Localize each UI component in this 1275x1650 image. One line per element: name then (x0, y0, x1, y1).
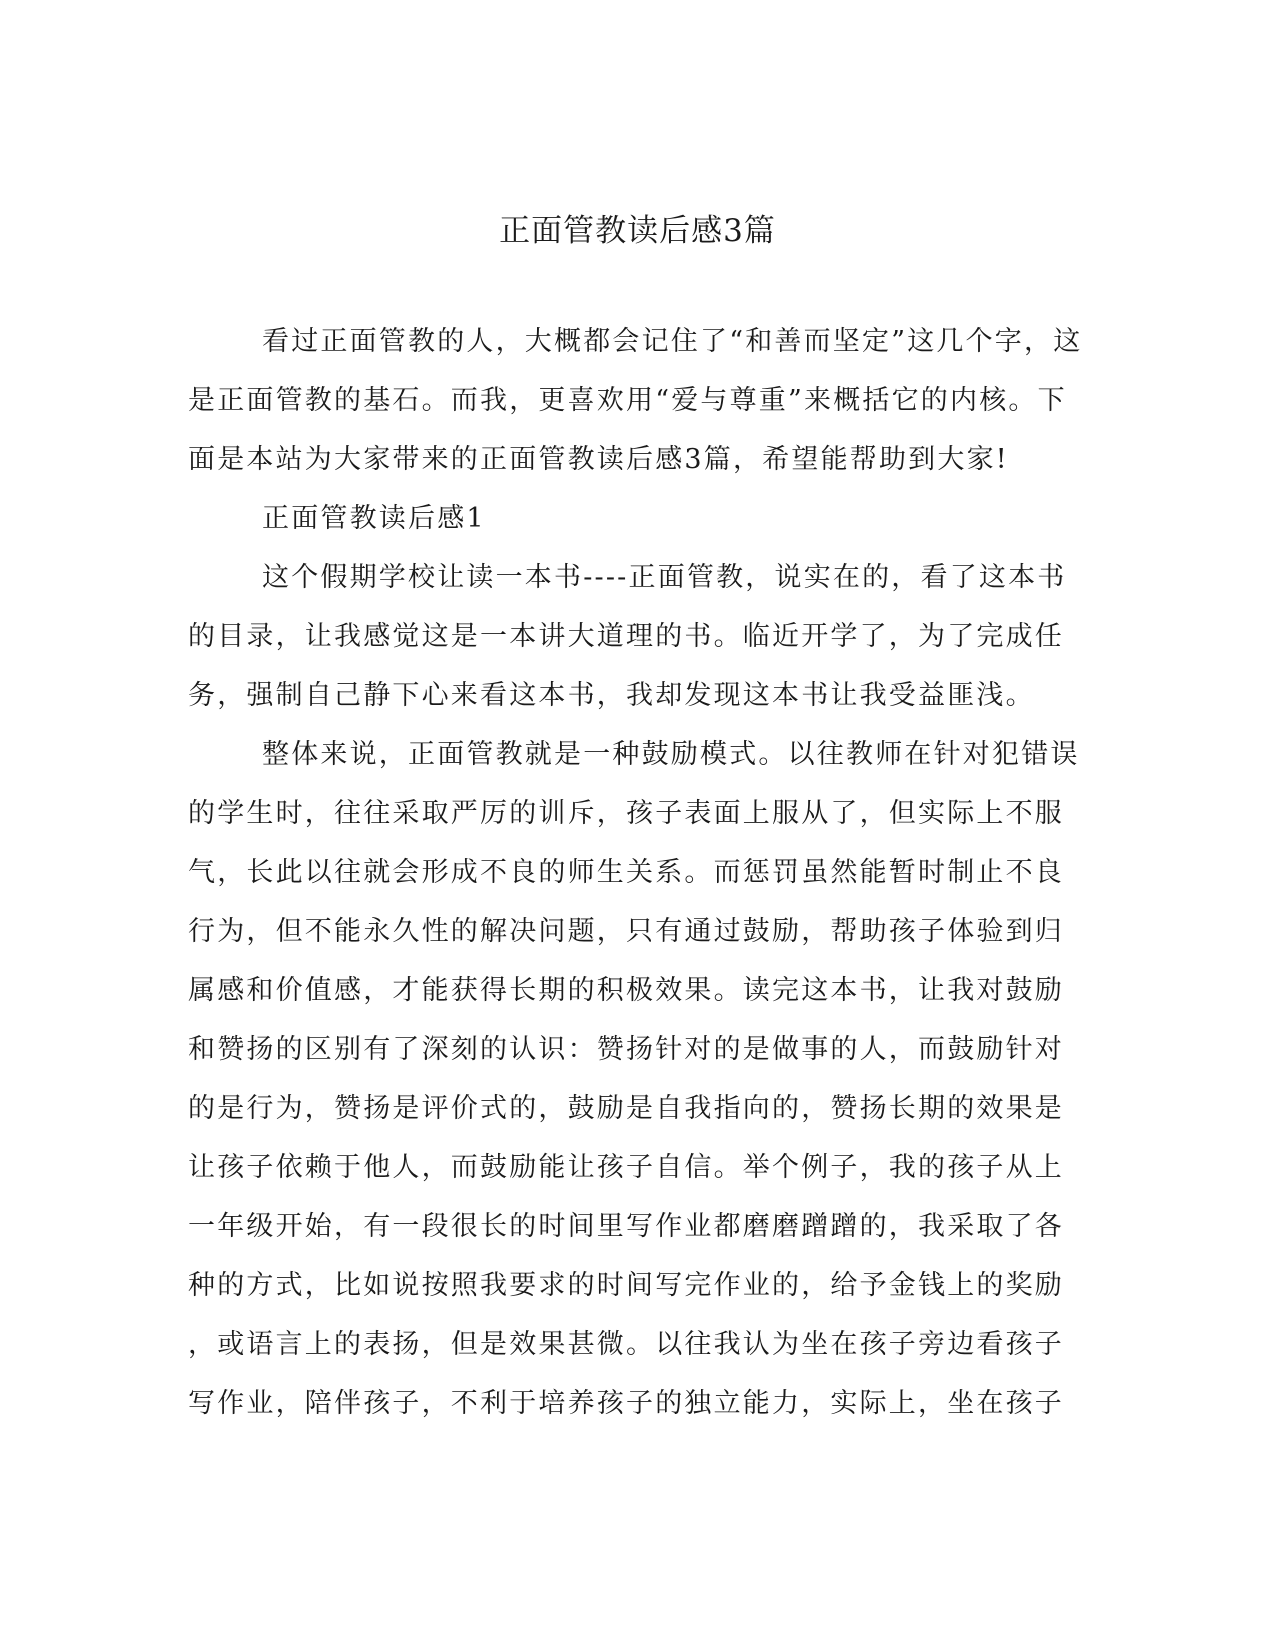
intro-line: 是正面管教的基石。而我，更喜欢用“爱与尊重”来概括它的内核。下 (188, 385, 1067, 416)
paragraph2-line: 整体来说，正面管教就是一种鼓励模式。以往教师在针对犯错误 (262, 739, 1080, 770)
intro-line: 看过正面管教的人，大概都会记住了“和善而坚定”这几个字，这 (262, 326, 1083, 357)
paragraph2-line: 属感和价值感，才能获得长期的积极效果。读完这本书，让我对鼓励 (188, 975, 1064, 1006)
page-title: 正面管教读后感3篇 (499, 213, 776, 249)
section-heading: 正面管教读后感1 (262, 503, 486, 534)
paragraph1-line: 这个假期学校让读一本书----正面管教，说实在的，看了这本书 (262, 562, 1067, 593)
intro-line: 面是本站为大家带来的正面管教读后感3篇，希望能帮助到大家! (188, 444, 1009, 475)
paragraph1-line: 的目录，让我感觉这是一本讲大道理的书。临近开学了，为了完成任 (188, 621, 1064, 652)
paragraph2-line: 种的方式，比如说按照我要求的时间写完作业的，给予金钱上的奖励 (188, 1270, 1064, 1301)
paragraph2-line: 让孩子依赖于他人，而鼓励能让孩子自信。举个例子，我的孩子从上 (188, 1152, 1064, 1183)
paragraph2-line: 气，长此以往就会形成不良的师生关系。而惩罚虽然能暂时制止不良 (188, 857, 1064, 888)
paragraph2-line: ，或语言上的表扬，但是效果甚微。以往我认为坐在孩子旁边看孩子 (188, 1329, 1064, 1360)
paragraph2-line: 一年级开始，有一段很长的时间里写作业都磨磨蹭蹭的，我采取了各 (188, 1211, 1064, 1242)
paragraph2-line: 的学生时，往往采取严厉的训斥，孩子表面上服从了，但实际上不服 (188, 798, 1064, 829)
paragraph2-line: 写作业，陪伴孩子，不利于培养孩子的独立能力，实际上，坐在孩子 (188, 1388, 1064, 1419)
paragraph2-line: 和赞扬的区别有了深刻的认识：赞扬针对的是做事的人，而鼓励针对 (188, 1034, 1064, 1065)
paragraph1-line: 务，强制自己静下心来看这本书，我却发现这本书让我受益匪浅。 (188, 680, 1035, 711)
paragraph2-line: 行为，但不能永久性的解决问题，只有通过鼓励，帮助孩子体验到归 (188, 916, 1064, 947)
paragraph2-line: 的是行为，赞扬是评价式的，鼓励是自我指向的，赞扬长期的效果是 (188, 1093, 1064, 1124)
